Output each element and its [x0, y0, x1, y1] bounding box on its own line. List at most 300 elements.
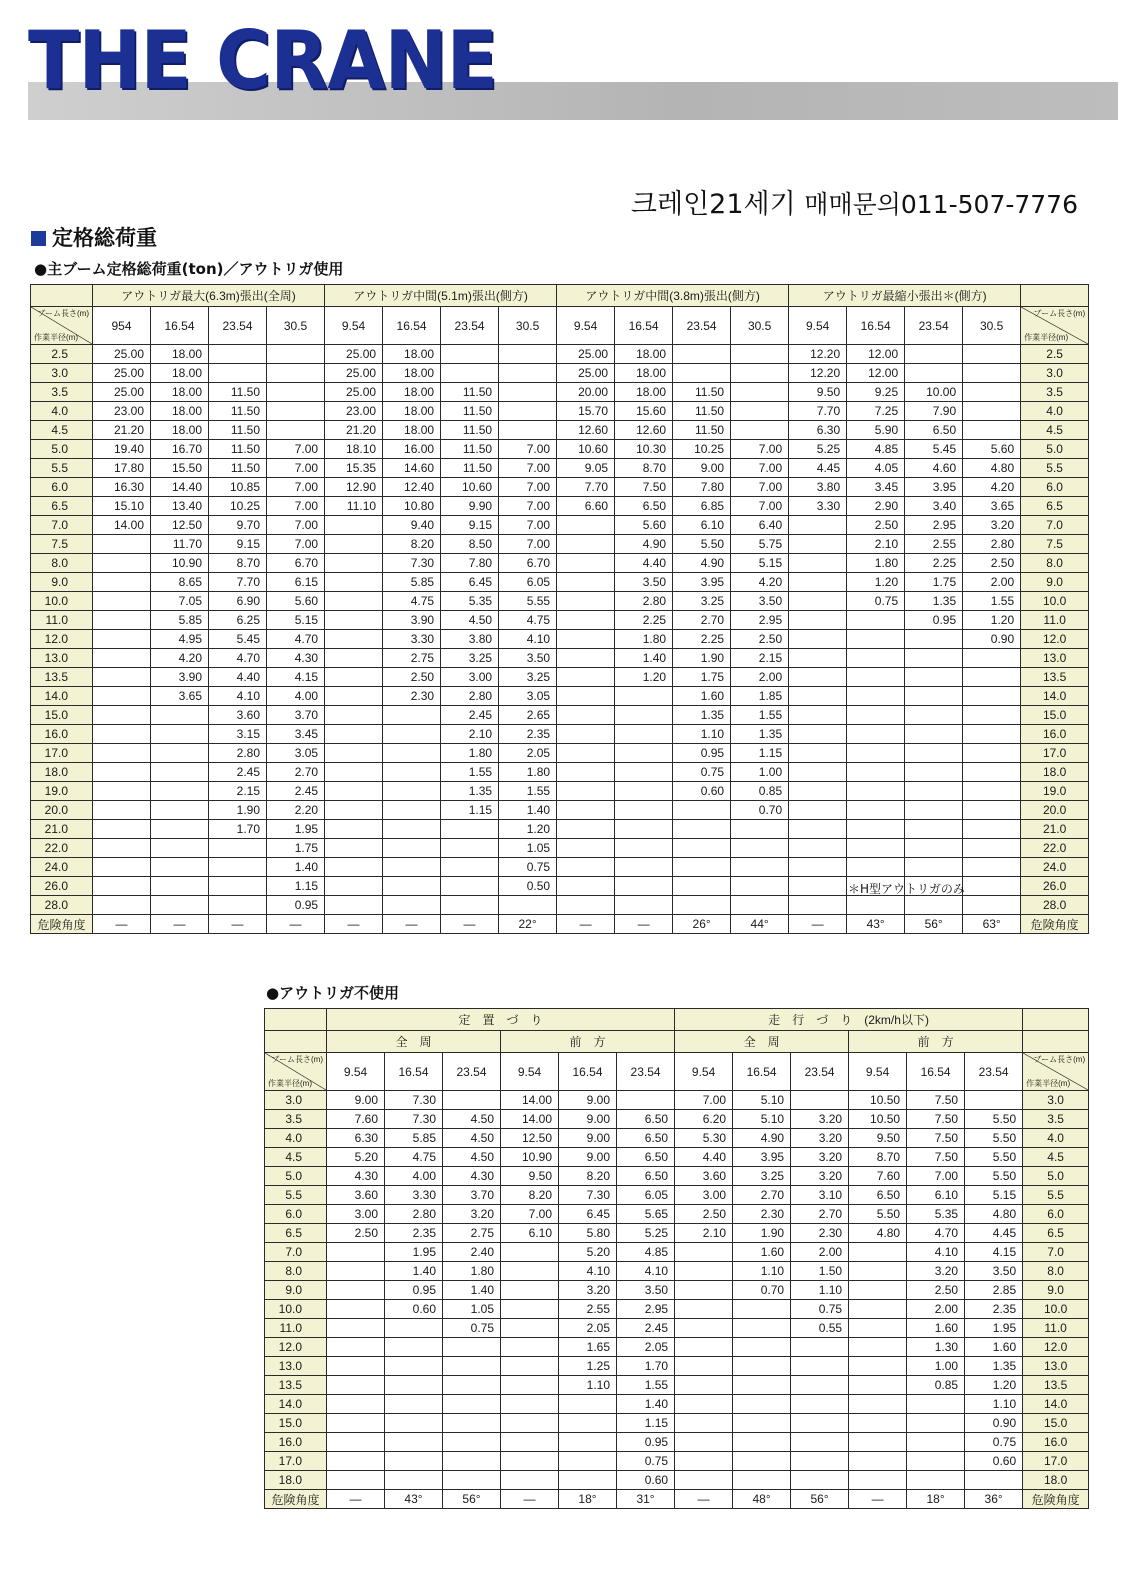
load-value-cell: [385, 1357, 443, 1376]
load-value-cell: [789, 649, 847, 668]
load-value-cell: [675, 1281, 733, 1300]
radius-cell: 12.0: [265, 1338, 327, 1357]
load-value-cell: [209, 896, 267, 915]
load-value-cell: [557, 649, 615, 668]
load-value-cell: 3.90: [151, 668, 209, 687]
load-value-cell: [151, 744, 209, 763]
load-value-cell: 5.65: [617, 1205, 675, 1224]
load-value-cell: 0.75: [847, 592, 905, 611]
boom-length-header: 23.54: [209, 307, 267, 345]
load-value-cell: [963, 763, 1021, 782]
load-value-cell: 1.10: [673, 725, 731, 744]
load-value-cell: [151, 877, 209, 896]
load-value-cell: 1.15: [267, 877, 325, 896]
load-value-cell: 2.50: [327, 1224, 385, 1243]
load-value-cell: 2.70: [733, 1186, 791, 1205]
sub-group-header: 前 方: [501, 1031, 675, 1053]
sub-group-row: [265, 1031, 1089, 1053]
load-value-cell: [385, 1414, 443, 1433]
load-value-cell: [789, 839, 847, 858]
corner-header: [265, 1053, 327, 1091]
load-value-cell: 9.05: [557, 459, 615, 478]
company-name: 크레인21세기: [630, 189, 796, 220]
load-value-cell: [151, 763, 209, 782]
load-value-cell: 25.00: [93, 345, 151, 364]
load-value-cell: [673, 858, 731, 877]
radius-cell: 10.0: [265, 1300, 327, 1319]
load-value-cell: [905, 801, 963, 820]
load-value-cell: 7.00: [675, 1091, 733, 1110]
table-row: [31, 801, 1089, 820]
load-value-cell: 7.00: [731, 497, 789, 516]
danger-angle-cell: —: [557, 915, 615, 934]
load-value-cell: [499, 402, 557, 421]
load-value-cell: [267, 364, 325, 383]
load-value-cell: 7.00: [501, 1205, 559, 1224]
load-value-cell: [963, 706, 1021, 725]
load-value-cell: [849, 1433, 907, 1452]
radius-cell: 13.0: [265, 1357, 327, 1376]
load-value-cell: [965, 1471, 1023, 1490]
danger-angle-cell: —: [849, 1490, 907, 1509]
load-value-cell: 1.35: [673, 706, 731, 725]
load-value-cell: 2.65: [499, 706, 557, 725]
load-value-cell: 6.25: [209, 611, 267, 630]
load-value-cell: [559, 1414, 617, 1433]
load-value-cell: 1.05: [499, 839, 557, 858]
load-value-cell: [501, 1281, 559, 1300]
radius-cell-right: 14.0: [1021, 687, 1089, 706]
load-value-cell: 8.65: [151, 573, 209, 592]
radius-cell: 17.0: [265, 1452, 327, 1471]
table-row: [31, 440, 1089, 459]
load-value-cell: [847, 782, 905, 801]
load-value-cell: 2.30: [791, 1224, 849, 1243]
load-value-cell: [963, 820, 1021, 839]
load-value-cell: 6.20: [675, 1110, 733, 1129]
load-value-cell: [501, 1338, 559, 1357]
load-value-cell: 3.80: [789, 478, 847, 497]
boom-length-header: 30.5: [731, 307, 789, 345]
load-value-cell: 5.50: [673, 535, 731, 554]
load-value-cell: 9.90: [441, 497, 499, 516]
load-value-cell: 3.50: [731, 592, 789, 611]
radius-cell-right: 18.0: [1021, 763, 1089, 782]
radius-cell: 24.0: [31, 858, 93, 877]
radius-cell: 6.5: [31, 497, 93, 516]
load-value-cell: 12.40: [383, 478, 441, 497]
load-value-cell: [557, 554, 615, 573]
radius-cell: 19.0: [31, 782, 93, 801]
load-value-cell: [441, 839, 499, 858]
load-value-cell: 2.50: [731, 630, 789, 649]
load-value-cell: 25.00: [557, 345, 615, 364]
load-value-cell: 2.20: [267, 801, 325, 820]
table-row: [31, 858, 1089, 877]
load-value-cell: 3.45: [847, 478, 905, 497]
load-value-cell: 9.00: [673, 459, 731, 478]
load-value-cell: [673, 345, 731, 364]
load-value-cell: [849, 1376, 907, 1395]
boom-length-header: 23.54: [673, 307, 731, 345]
load-value-cell: 4.20: [731, 573, 789, 592]
load-value-cell: 2.85: [965, 1281, 1023, 1300]
radius-cell: 5.0: [265, 1167, 327, 1186]
load-value-cell: [789, 630, 847, 649]
load-value-cell: 11.50: [209, 459, 267, 478]
load-value-cell: [441, 858, 499, 877]
load-value-cell: [557, 706, 615, 725]
load-value-cell: [733, 1471, 791, 1490]
load-value-cell: 8.20: [559, 1167, 617, 1186]
load-value-cell: 2.80: [209, 744, 267, 763]
load-value-cell: 7.00: [267, 535, 325, 554]
table-row: [31, 839, 1089, 858]
table-row: [265, 1452, 1089, 1471]
load-value-cell: [731, 896, 789, 915]
load-value-cell: [327, 1243, 385, 1262]
load-value-cell: [557, 630, 615, 649]
load-value-cell: [849, 1243, 907, 1262]
radius-cell: 6.5: [265, 1224, 327, 1243]
load-value-cell: 5.50: [965, 1148, 1023, 1167]
load-value-cell: 1.55: [731, 706, 789, 725]
load-value-cell: 7.30: [385, 1110, 443, 1129]
load-value-cell: 2.95: [617, 1300, 675, 1319]
load-value-cell: [327, 1395, 385, 1414]
load-value-cell: [93, 611, 151, 630]
radius-cell: 5.5: [31, 459, 93, 478]
load-value-cell: 3.60: [327, 1186, 385, 1205]
load-value-cell: 1.35: [731, 725, 789, 744]
load-value-cell: 0.60: [617, 1471, 675, 1490]
load-value-cell: 7.00: [499, 459, 557, 478]
boom-length-header: 23.54: [791, 1053, 849, 1091]
load-value-cell: 7.00: [267, 516, 325, 535]
load-value-cell: [673, 820, 731, 839]
load-value-cell: 2.35: [499, 725, 557, 744]
load-value-cell: [849, 1414, 907, 1433]
load-value-cell: [847, 763, 905, 782]
group-header: アウトリガ最大(6.3m)張出(全周): [93, 285, 325, 307]
load-value-cell: 3.20: [791, 1129, 849, 1148]
load-value-cell: 7.50: [907, 1110, 965, 1129]
table-row: [265, 1338, 1089, 1357]
load-value-cell: 9.25: [847, 383, 905, 402]
load-value-cell: 9.00: [559, 1110, 617, 1129]
load-value-cell: 7.60: [849, 1167, 907, 1186]
load-value-cell: 1.90: [209, 801, 267, 820]
load-value-cell: [731, 858, 789, 877]
load-value-cell: 2.95: [905, 516, 963, 535]
load-value-cell: 6.50: [615, 497, 673, 516]
table-row: [31, 421, 1089, 440]
load-value-cell: 19.40: [93, 440, 151, 459]
load-value-cell: 5.25: [789, 440, 847, 459]
load-value-cell: 10.00: [905, 383, 963, 402]
load-value-cell: [675, 1319, 733, 1338]
load-value-cell: [963, 383, 1021, 402]
load-value-cell: [789, 858, 847, 877]
load-value-cell: [789, 763, 847, 782]
load-value-cell: 0.75: [791, 1300, 849, 1319]
radius-cell: 6.0: [31, 478, 93, 497]
load-value-cell: 8.20: [383, 535, 441, 554]
load-value-cell: [267, 345, 325, 364]
load-value-cell: 0.70: [731, 801, 789, 820]
load-value-cell: [557, 877, 615, 896]
load-value-cell: [615, 725, 673, 744]
load-value-cell: 2.45: [267, 782, 325, 801]
load-value-cell: [383, 706, 441, 725]
load-value-cell: [789, 611, 847, 630]
load-value-cell: 20.00: [557, 383, 615, 402]
radius-cell-right: 6.5: [1021, 497, 1089, 516]
load-value-cell: 5.85: [383, 573, 441, 592]
load-value-cell: [443, 1395, 501, 1414]
load-value-cell: 6.60: [557, 497, 615, 516]
radius-cell-right: 8.0: [1021, 554, 1089, 573]
boom-length-header: 9.54: [327, 1053, 385, 1091]
load-value-cell: 18.00: [615, 364, 673, 383]
load-value-cell: [93, 725, 151, 744]
load-value-cell: 0.75: [673, 763, 731, 782]
load-value-cell: 1.35: [905, 592, 963, 611]
load-value-cell: 6.90: [209, 592, 267, 611]
load-value-cell: [325, 668, 383, 687]
radius-cell-right: 9.0: [1021, 573, 1089, 592]
load-value-cell: [325, 839, 383, 858]
load-value-cell: 12.20: [789, 364, 847, 383]
load-value-cell: 12.00: [847, 345, 905, 364]
boom-length-header: 16.54: [733, 1053, 791, 1091]
load-value-cell: 7.90: [905, 402, 963, 421]
load-value-cell: 5.50: [965, 1110, 1023, 1129]
load-value-cell: 7.50: [615, 478, 673, 497]
load-value-cell: 11.50: [209, 402, 267, 421]
danger-angle-label-right: 危険角度: [1021, 915, 1089, 934]
load-value-cell: [93, 535, 151, 554]
load-value-cell: [675, 1414, 733, 1433]
table-row: [265, 1300, 1089, 1319]
group-header-blank: [1021, 285, 1089, 307]
load-value-cell: [731, 877, 789, 896]
load-value-cell: 3.30: [789, 497, 847, 516]
load-value-cell: 12.90: [325, 478, 383, 497]
table-row: [31, 459, 1089, 478]
load-value-cell: [557, 820, 615, 839]
load-value-cell: 6.05: [617, 1186, 675, 1205]
load-value-cell: 5.30: [675, 1129, 733, 1148]
radius-cell: 20.0: [31, 801, 93, 820]
radius-cell: 9.0: [31, 573, 93, 592]
load-value-cell: [907, 1414, 965, 1433]
load-value-cell: 1.20: [499, 820, 557, 839]
load-value-cell: 6.50: [617, 1148, 675, 1167]
load-value-cell: [325, 820, 383, 839]
load-value-cell: [557, 896, 615, 915]
load-value-cell: [849, 1395, 907, 1414]
load-value-cell: [93, 877, 151, 896]
load-value-cell: [559, 1395, 617, 1414]
danger-angle-cell: —: [151, 915, 209, 934]
load-value-cell: 2.80: [963, 535, 1021, 554]
load-value-cell: 3.20: [907, 1262, 965, 1281]
load-value-cell: [501, 1300, 559, 1319]
load-value-cell: 1.25: [559, 1357, 617, 1376]
load-value-cell: [325, 687, 383, 706]
load-value-cell: 3.25: [733, 1167, 791, 1186]
load-value-cell: 1.80: [615, 630, 673, 649]
load-value-cell: [151, 706, 209, 725]
radius-cell-right: 4.0: [1023, 1129, 1089, 1148]
load-value-cell: 6.45: [441, 573, 499, 592]
table-row: [265, 1243, 1089, 1262]
danger-angle-cell: —: [267, 915, 325, 934]
load-value-cell: [849, 1281, 907, 1300]
load-value-cell: [383, 896, 441, 915]
load-value-cell: [325, 630, 383, 649]
boom-length-header: 9.54: [501, 1053, 559, 1091]
load-value-cell: 10.85: [209, 478, 267, 497]
load-value-cell: [93, 839, 151, 858]
load-value-cell: 4.75: [385, 1148, 443, 1167]
load-value-cell: [849, 1262, 907, 1281]
load-value-cell: [905, 687, 963, 706]
load-value-cell: 0.75: [443, 1319, 501, 1338]
radius-cell: 28.0: [31, 896, 93, 915]
load-value-cell: 3.05: [499, 687, 557, 706]
radius-cell-right: 8.0: [1023, 1262, 1089, 1281]
load-value-cell: [847, 820, 905, 839]
radius-cell: 21.0: [31, 820, 93, 839]
load-value-cell: 5.10: [733, 1110, 791, 1129]
load-value-cell: [325, 706, 383, 725]
load-value-cell: 4.80: [849, 1224, 907, 1243]
load-value-cell: 10.60: [557, 440, 615, 459]
load-value-cell: 1.95: [267, 820, 325, 839]
boom-length-header: 30.5: [499, 307, 557, 345]
table-row: [31, 345, 1089, 364]
radius-cell-right: 7.5: [1021, 535, 1089, 554]
load-value-cell: 3.20: [443, 1205, 501, 1224]
load-value-cell: [557, 782, 615, 801]
table-row: [265, 1110, 1089, 1129]
load-value-cell: 0.95: [385, 1281, 443, 1300]
load-value-cell: [209, 858, 267, 877]
radius-cell-right: 4.0: [1021, 402, 1089, 421]
load-value-cell: [905, 839, 963, 858]
load-value-cell: 1.40: [615, 649, 673, 668]
load-value-cell: 2.10: [675, 1224, 733, 1243]
load-value-cell: [327, 1414, 385, 1433]
load-value-cell: [151, 820, 209, 839]
corner-header: [1023, 1053, 1089, 1091]
load-value-cell: 8.70: [849, 1148, 907, 1167]
load-value-cell: 7.00: [267, 497, 325, 516]
load-value-cell: 2.05: [499, 744, 557, 763]
danger-angle-cell: 18°: [559, 1490, 617, 1509]
load-value-cell: 1.10: [965, 1395, 1023, 1414]
load-value-cell: [789, 535, 847, 554]
load-value-cell: 25.00: [557, 364, 615, 383]
boom-length-header: 16.54: [615, 307, 673, 345]
radius-cell-right: 18.0: [1023, 1471, 1089, 1490]
load-value-cell: 5.10: [733, 1091, 791, 1110]
load-value-cell: 0.50: [499, 877, 557, 896]
load-value-cell: [325, 554, 383, 573]
load-value-cell: 0.90: [963, 630, 1021, 649]
radius-cell: 7.0: [31, 516, 93, 535]
load-value-cell: 5.55: [499, 592, 557, 611]
load-value-cell: [907, 1471, 965, 1490]
no-outrigger-subheading: ●アウトリガ不使用: [266, 984, 399, 1002]
danger-angle-cell: —: [675, 1490, 733, 1509]
radius-cell: 22.0: [31, 839, 93, 858]
load-value-cell: 14.40: [151, 478, 209, 497]
load-value-cell: [789, 573, 847, 592]
load-value-cell: [499, 364, 557, 383]
load-value-cell: 4.50: [443, 1148, 501, 1167]
load-value-cell: [905, 345, 963, 364]
load-value-cell: [789, 668, 847, 687]
load-value-cell: 1.80: [847, 554, 905, 573]
load-value-cell: [965, 1091, 1023, 1110]
table-row: [265, 1281, 1089, 1300]
load-value-cell: [791, 1091, 849, 1110]
load-value-cell: [557, 744, 615, 763]
load-value-cell: 18.00: [151, 364, 209, 383]
load-value-cell: [325, 573, 383, 592]
load-value-cell: [847, 668, 905, 687]
load-value-cell: 1.00: [907, 1357, 965, 1376]
corner-radius-label: 作業半径(m): [1024, 333, 1069, 342]
load-value-cell: [963, 421, 1021, 440]
load-value-cell: 10.90: [151, 554, 209, 573]
load-value-cell: 0.90: [965, 1414, 1023, 1433]
load-value-cell: 2.00: [907, 1300, 965, 1319]
radius-cell-right: 4.5: [1021, 421, 1089, 440]
group-header-blank: [1023, 1009, 1089, 1031]
load-value-cell: 2.05: [559, 1319, 617, 1338]
load-value-cell: [905, 630, 963, 649]
sub-group-header: 全 周: [675, 1031, 849, 1053]
group-header-blank: [31, 285, 93, 307]
load-value-cell: 2.15: [209, 782, 267, 801]
load-value-cell: [209, 364, 267, 383]
load-value-cell: 23.00: [325, 402, 383, 421]
radius-cell-right: 6.0: [1023, 1205, 1089, 1224]
boom-length-header: 9.54: [789, 307, 847, 345]
load-value-cell: 2.40: [443, 1243, 501, 1262]
load-value-cell: 3.95: [673, 573, 731, 592]
load-value-cell: 5.35: [441, 592, 499, 611]
load-value-cell: 3.30: [385, 1186, 443, 1205]
load-value-cell: [791, 1471, 849, 1490]
load-value-cell: 3.20: [559, 1281, 617, 1300]
load-value-cell: 18.00: [151, 421, 209, 440]
load-value-cell: 11.10: [325, 497, 383, 516]
load-value-cell: [267, 421, 325, 440]
load-value-cell: 6.50: [617, 1110, 675, 1129]
table-row: [31, 630, 1089, 649]
load-value-cell: 2.10: [847, 535, 905, 554]
load-value-cell: 3.05: [267, 744, 325, 763]
load-value-cell: 4.85: [847, 440, 905, 459]
table-row: [265, 1357, 1089, 1376]
boom-length-header: 23.54: [905, 307, 963, 345]
danger-angle-cell: 31°: [617, 1490, 675, 1509]
